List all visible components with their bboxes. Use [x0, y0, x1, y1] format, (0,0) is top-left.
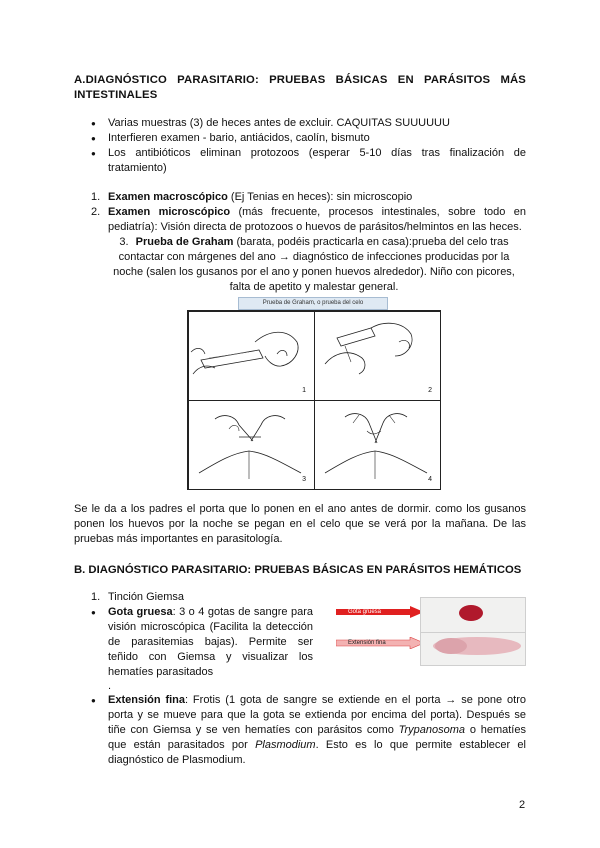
item-number: 1. — [91, 591, 101, 603]
figure-panel-3 — [188, 400, 315, 490]
folding-tape-illustration — [315, 312, 440, 400]
genus-name: Trypanosoma — [398, 724, 466, 736]
item-number: 1. — [91, 191, 101, 203]
item-text: (más frecuente, procesos intestinales, sobre todo en pediatría): Visión directa de protozoos o huevos de parásitos/helmintos en las heces. — [108, 206, 526, 233]
section-b-title: B. DIAGNÓSTICO PARASITARIO: PRUEBAS BÁSICAS EN PARÁSITOS HEMÁTICOS — [74, 564, 522, 576]
item-number: 3. — [119, 236, 129, 248]
item-text: : 3 o 4 gotas de sangre para visión microscópica (Facilita la detección de parasitemias bajas). Permite ser teñido con Giemsa y visualizar los hematíes parasitados — [108, 606, 313, 678]
figure-panel-1 — [188, 311, 315, 401]
item-heading: Gota gruesa — [108, 606, 173, 618]
panel-number: 4 — [428, 476, 432, 483]
figure-panel-4 — [314, 400, 441, 490]
item-number: 2. — [91, 206, 101, 218]
numbered-item-macroscopico — [91, 190, 526, 205]
item-text: . Esto es lo que permite establecer el diagnóstico de Plasmodium. — [108, 739, 526, 766]
panel-number: 3 — [302, 476, 306, 483]
blood-smear-illustration — [421, 598, 525, 665]
gota-gruesa-arrow — [336, 606, 424, 618]
genus-name: Plasmodium — [255, 739, 316, 751]
perianal-application-illustration — [189, 401, 314, 489]
numbered-item-graham — [108, 235, 520, 295]
arrow-label: Gota gruesa — [348, 609, 382, 615]
item-heading: Examen microscópico — [108, 206, 231, 218]
figure-caption: Prueba de Graham, o prueba del celo — [238, 297, 388, 310]
item-heading: Prueba de Graham — [135, 236, 234, 248]
figure-panel-2 — [314, 311, 441, 401]
section-a-title: A.DIAGNÓSTICO PARASITARIO: PRUEBAS BÁSICAS EN PARÁSITOS MÁS INTESTINALES — [74, 74, 526, 101]
item-text: (barata, podéis practicarla en casa):prueba del celo tras contactar con márgenes del ano → diagnóstico de infecciones producidas por la noche (salen los gusanos por el ano y ponen huevos alrededor). Niño con picores, falta de apetito y malestar general. — [113, 236, 515, 293]
item-text: o hematíes que están parasitados por — [108, 724, 526, 751]
bullet-item: ● Interfieren examen - bario, antiácidos, caolín, bismuto — [91, 131, 526, 146]
bullet-item-extension-fina — [91, 693, 526, 768]
graham-explanation-paragraph: Se le da a los padres el porta que lo ponen en el ano antes de dormir. como los gusanos ponen los huevos por la noche se pegan en el celo que se verá por la mañana. De las pruebas más importantes en parasitología. — [74, 503, 526, 545]
item-text: (Ej Tenias en heces): sin microscopio — [227, 191, 413, 203]
section-a-bullet-list — [91, 116, 526, 176]
bullet-item: ● Varias muestras (3) de heces antes de excluir. CAQUITAS SUUUUUU — [91, 116, 526, 131]
item-heading: Extensión fina — [108, 694, 185, 706]
pressing-tape-illustration — [315, 401, 440, 489]
panel-number: 2 — [428, 387, 432, 394]
item-text: : Frotis (1 gota de sangre se extiende en el porta → se pone otro porta y se mueve para que la gota se extienda por encima del porta). Después se tiñe con Giemsa y se ven hematíes con parásitos como — [108, 694, 526, 736]
numbered-item-giemsa — [91, 590, 331, 605]
bullet-item-gota-gruesa — [91, 605, 313, 680]
extension-fina-arrow — [336, 637, 424, 649]
gota-gruesa-list — [91, 605, 313, 680]
arrow-label: Extensión fina — [348, 640, 386, 646]
tape-on-slide-illustration — [189, 312, 314, 400]
item-heading: Examen macroscópico — [108, 191, 228, 203]
graham-test-figure — [187, 300, 441, 490]
numbered-item-microscopico — [91, 205, 526, 235]
panel-number: 1 — [302, 387, 306, 394]
bullet-item: ● Los antibióticos eliminan protozoos (esperar 5-10 días tras finalización de tratamiento) — [91, 146, 526, 176]
item-text: Tinción Giemsa — [108, 591, 185, 603]
blood-slides-image — [336, 597, 526, 669]
microscope-slides — [420, 597, 526, 666]
trailing-period: . — [108, 680, 112, 692]
extension-fina-list — [91, 693, 526, 768]
page-number: 2 — [519, 799, 526, 811]
